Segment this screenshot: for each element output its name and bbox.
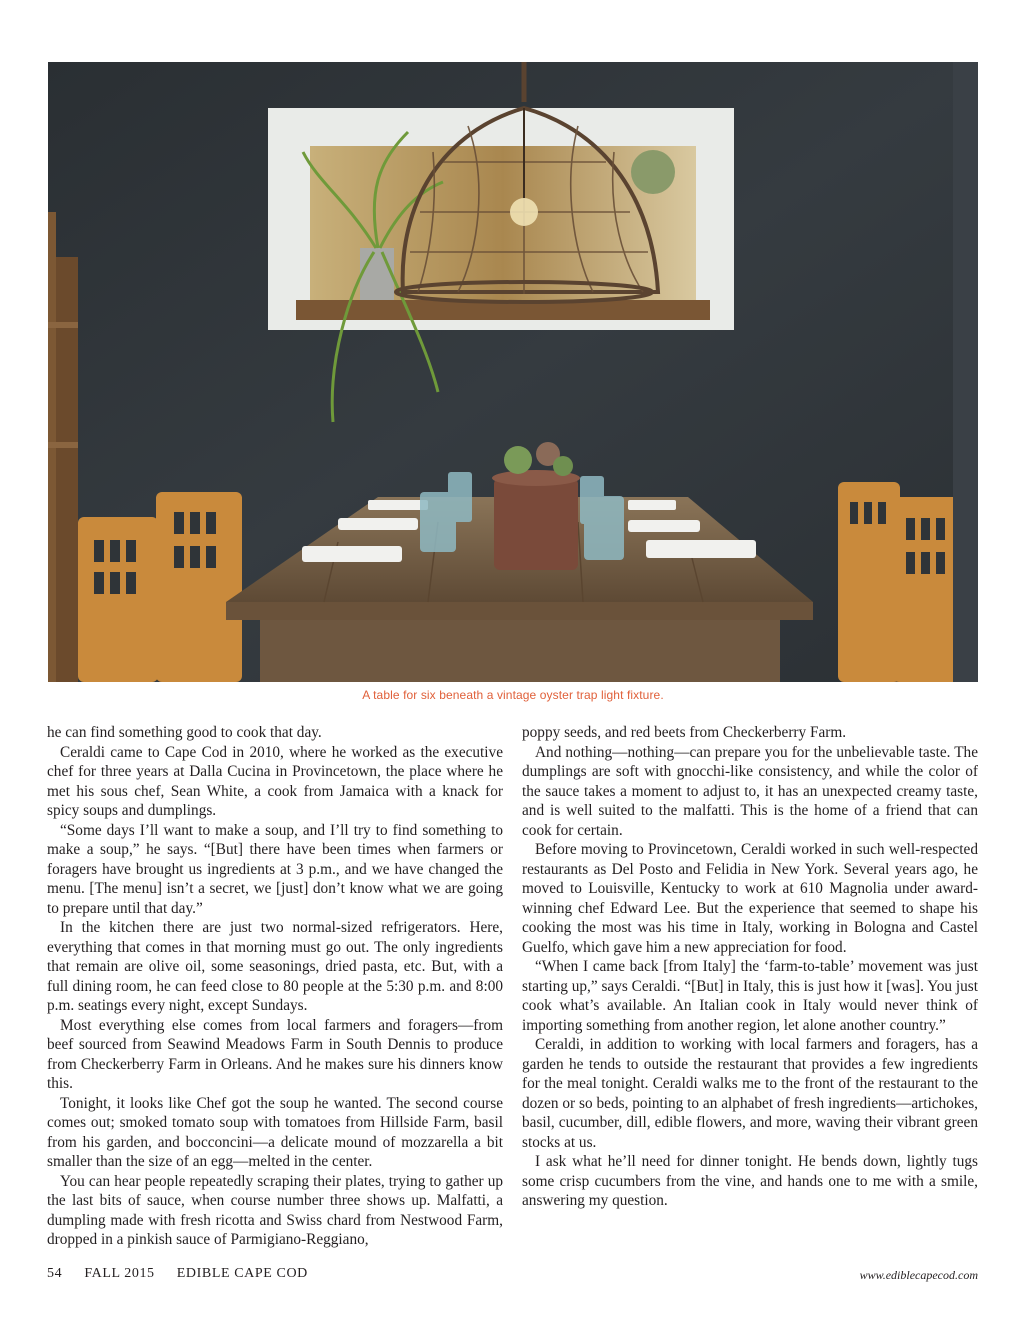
issue-label: FALL 2015 bbox=[84, 1266, 155, 1281]
article-column-right bbox=[522, 723, 978, 1211]
paragraph: “When I came back [from Italy] the ‘farm-to-table’ movement was just starting up,” says Ceraldi. “[But] in Italy, this is just how it [was]. You just cook what’s available. An Italian cook in Italy would never think of importing something from another region, let alone another country.” bbox=[522, 958, 978, 1034]
website-link[interactable]: www.ediblecapecod.com bbox=[859, 1268, 978, 1282]
page-footer bbox=[47, 1266, 308, 1282]
dining-room-photo bbox=[48, 62, 978, 682]
publication-name: EDIBLE CAPE COD bbox=[176, 1266, 308, 1281]
paragraph: he can find something good to cook that day. bbox=[47, 724, 322, 741]
paragraph: “Some days I’ll want to make a soup, and I’ll try to find something to make a soup,” he says. “[But] there have been times when farmers or foragers have brought us ingredients at 3 p.m., and we have changed the menu. [The menu] isn’t a secret, we [just] don’t know what we are going to prepare until that day.” bbox=[47, 821, 503, 917]
photo-illustration bbox=[48, 62, 978, 682]
photo-caption: A table for six beneath a vintage oyster trap light fixture. bbox=[362, 688, 664, 702]
paragraph: And nothing—nothing—can prepare you for the unbelievable taste. The dumplings are soft with gnocchi-like consistency, and while the color of the sauce takes a moment to adjust to, it has an unexpected creamy taste, and is well suited to the malfatti. This is the home of a friend that can cook for certain. bbox=[522, 743, 978, 839]
article-column-left bbox=[47, 723, 503, 1250]
paragraph: I ask what he’ll need for dinner tonight. He bends down, lightly tugs some crisp cucumbers from the vine, and hands one to me with a smile, answering my question. bbox=[522, 1153, 978, 1209]
paragraph: Ceraldi, in addition to working with local farmers and foragers, has a garden he tends to outside the restaurant that provides a few ingredients for the meal tonight. Ceraldi walks me to the front of the restaurant to the dozen or so beds, pointing to an alphabet of fresh ingredients—artichokes, basil, cucumber, dill, edible flowers, and more, waving their vibrant green stocks at us. bbox=[522, 1036, 978, 1151]
paragraph: poppy seeds, and red beets from Checkerberry Farm. bbox=[522, 724, 847, 741]
paragraph: You can hear people repeatedly scraping their plates, trying to gather up the last bits of sauce, when course number three shows up. Malfatti, a dumpling made with fresh ricotta and Swiss chard from Nestwood Farm, dropped in a pinkish sauce of Parmigiano-Reggiano, bbox=[47, 1172, 503, 1248]
paragraph: Most everything else comes from local farmers and foragers—from beef sourced from Seawind Meadows Farm in South Dennis to produce from Checkerberry Farm in Orleans. And he makes sure his dinners know this. bbox=[47, 1016, 503, 1092]
paragraph: Before moving to Provincetown, Ceraldi worked in such well-respected restaurants as Del Posto and Felidia in New York. Several years ago, he moved to Louisville, Kentucky to work at 610 Magnolia under award-winning chef Edward Lee. But the experience that seemed to shape his cooking the most was his time in Italy, working in Bologna and Castel Guelfo, which gave him a new appreciation for food. bbox=[522, 841, 978, 956]
paragraph: Tonight, it looks like Chef got the soup he wanted. The second course comes out; smoked tomato soup with tomatoes from Hillside Farm, basil from his garden, and bocconcini—a delicate mound of mozzarella a bit smaller than the size of an egg—melted in the center. bbox=[47, 1094, 503, 1170]
paragraph: Ceraldi came to Cape Cod in 2010, where he worked as the executive chef for three years at Dalla Cucina in Provincetown, the place where he met his sous chef, Sean White, a cook from Jamaica with a knack for spicy soups and dumplings. bbox=[47, 743, 503, 819]
page-number: 54 bbox=[47, 1266, 63, 1281]
paragraph: In the kitchen there are just two normal-sized refrigerators. Here, everything that comes in that morning must go out. The only ingredients that remain are olive oil, some seasonings, dried pasta, etc. But, with a full dining room, he can feed close to 80 people at the 5:30 p.m. and 8:00 p.m. seatings every night, except Sundays. bbox=[47, 919, 503, 1014]
